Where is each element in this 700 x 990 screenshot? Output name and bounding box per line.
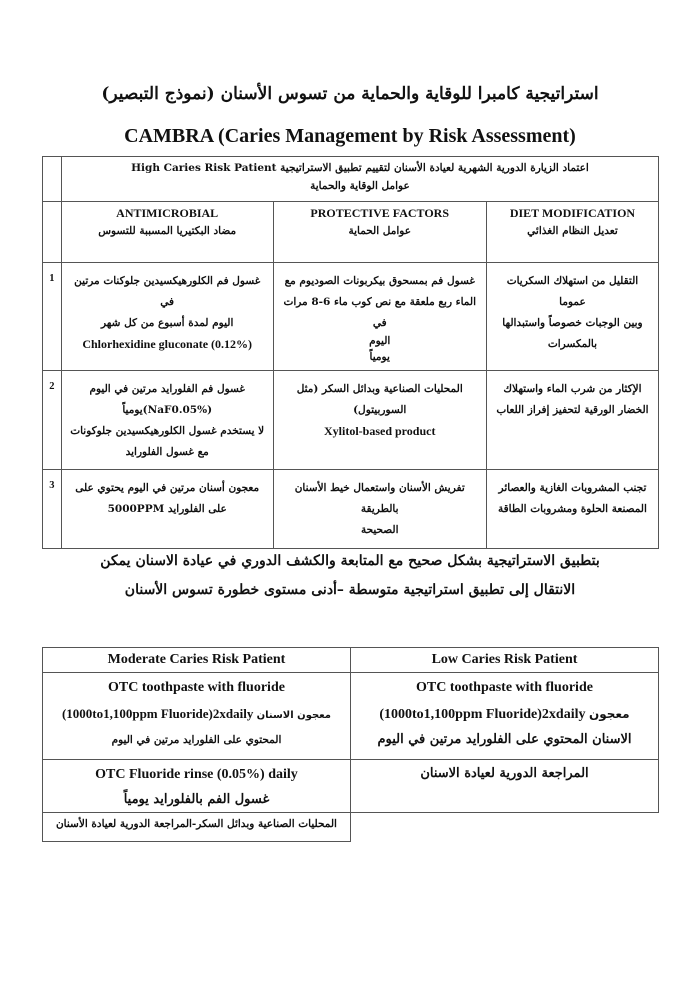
diet-cell: تجنب المشروبات الغازية والعصائر المصنعة الحلوة ومشروبات الطاقة (486, 470, 658, 549)
high-risk-caption (61, 157, 658, 202)
antimicrobial-cell: غسول فم الكلورهيكسيدين جلوكنات مرتين في اليوم لمدة أسبوع من كل شهر Chlorhexidine gluconate (0.12%) (61, 263, 273, 371)
moderate-toothpaste-cell: OTC toothpaste with fluoride (1000to1,100ppm Fluoride)2xdaily معجون الاسنان المحتوي على الفلورايد مرتين في اليوم (43, 673, 351, 760)
diet-cell: التقليل من استهلاك السكريات عموما وبين الوجبات خصوصاً واستبدالها بالمكسرات (486, 263, 658, 371)
moderate-low-table (42, 647, 659, 842)
moderate-rinse-cell: OTC Fluoride rinse (0.05%) daily غسول الفم بالفلورايد يومياً (43, 760, 351, 813)
antimicrobial-cell: غسول فم الفلورايد مرتين في اليوم (NaF0.05%)يومياً لا يستخدم غسول الكلورهيكسيدين جلوكونات مع غسول الفلورايد (61, 371, 273, 470)
protective-cell: المحليات الصناعية وبدائل السكر (مثل السوربيتول) Xylitol-based product (273, 371, 486, 470)
middle-text-line1: بتطبيق الاستراتيجية بشكل صحيح مع المتابعة والكشف الدوري في عيادة الاسنان يمكن (100, 553, 600, 569)
caption-line2: عوامل الوقاية والحماية (310, 180, 410, 192)
low-review-cell: المراجعة الدورية لعيادة الاسنان (350, 760, 658, 813)
middle-text-line2: الانتقال إلى تطبيق استراتيجية متوسطة –أدنى مستوى خطورة تسوس الأسنان (124, 582, 576, 598)
diet-cell: الإكثار من شرب الماء واستهلاك الخضار الورقية لتحفيز إفراز اللعاب (486, 371, 658, 470)
empty-cell (350, 813, 658, 842)
col-header-protective: PROTECTIVE FACTORS عوامل الحماية (273, 202, 486, 263)
corner-cell (43, 157, 62, 202)
protective-cell: تفريش الأسنان واستعمال خيط الأسنان بالطريقة الصحيحة (273, 470, 486, 549)
caption-line1: اعتماد الزيارة الدورية الشهرية لعيادة الأسنان لتقييم تطبيق الاستراتيجية High Caries Risk Patient (131, 162, 589, 174)
protective-cell: غسول فم بمسحوق بيكربونات الصوديوم مع الماء ربع ملعقة مع نص كوب ماء 6-8 مرات في اليوم يومياً (273, 263, 486, 371)
row-number: 1 (43, 263, 62, 371)
antimicrobial-cell: معجون أسنان مرتين في اليوم يحتوي على على الفلورايد 5000PPM (61, 470, 273, 549)
row-number: 3 (43, 470, 62, 549)
low-header: Low Caries Risk Patient (350, 648, 658, 673)
row-number: 2 (43, 371, 62, 470)
english-title: CAMBRA (Caries Management by Risk Assessment) (124, 125, 576, 147)
high-risk-table (42, 156, 659, 549)
arabic-title: استراتيجية كامبرا للوقاية والحماية من تسوس الأسنان (نموذج التبصير) (101, 84, 599, 104)
col-header-antimicrobial: ANTIMICROBIAL مضاد البكتيريا المسببة للتسوس (61, 202, 273, 263)
table-row (43, 371, 659, 470)
moderate-sweeteners-cell: المحليات الصناعية وبدائل السكر-المراجعة الدورية لعيادة الأسنان (43, 813, 351, 842)
low-toothpaste-cell: OTC toothpaste with fluoride (1000to1,100ppm Fluoride)2xdaily معجون الاسنان المحتوي على الفلورايد مرتين في اليوم (350, 673, 658, 760)
col-header-diet: DIET MODIFICATION تعديل النظام الغذائي (486, 202, 658, 263)
table-row (43, 263, 659, 371)
table-row (43, 470, 659, 549)
moderate-header: Moderate Caries Risk Patient (43, 648, 351, 673)
